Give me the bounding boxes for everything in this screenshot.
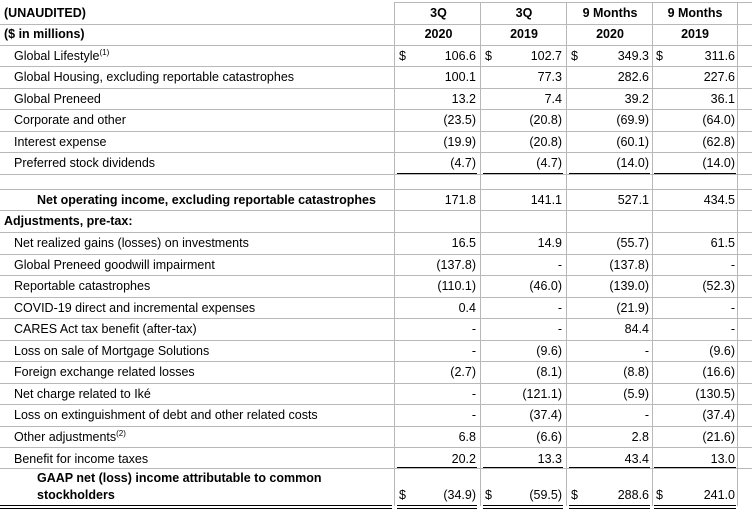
value-cell: 102.7 xyxy=(530,49,562,63)
row-label xyxy=(14,341,209,362)
value-cell: 6.8 xyxy=(458,430,476,444)
grid-line xyxy=(0,66,752,67)
row-label xyxy=(14,405,318,426)
subtotal-underline xyxy=(654,467,736,468)
column-header: 3Q xyxy=(430,6,447,20)
value-cell: - xyxy=(557,322,562,336)
row-label xyxy=(14,132,106,153)
value-cell: - xyxy=(471,408,476,422)
column-header: 2020 xyxy=(424,27,453,41)
value-cell: - xyxy=(730,301,735,315)
value-cell: (69.9) xyxy=(616,113,649,127)
column-header: 2019 xyxy=(681,27,709,41)
value-cell: 13.3 xyxy=(537,452,562,466)
currency-symbol: $ xyxy=(656,49,663,63)
subtotal-underline xyxy=(397,173,477,174)
row-label-text: Net charge related to Iké xyxy=(14,387,151,401)
value-cell: 241.0 xyxy=(703,488,735,502)
value-cell: (21.6) xyxy=(702,430,735,444)
currency-symbol: $ xyxy=(485,488,492,502)
value-cell: (139.0) xyxy=(609,279,649,293)
value-cell: (64.0) xyxy=(702,113,735,127)
row-label-text: Foreign exchange related losses xyxy=(14,365,195,379)
grid-line xyxy=(0,174,752,175)
currency-symbol: $ xyxy=(485,49,492,63)
value-cell: 43.4 xyxy=(624,452,649,466)
subtotal-underline xyxy=(569,467,650,468)
row-label-text: Loss on sale of Mortgage Solutions xyxy=(14,344,210,358)
value-cell: (23.5) xyxy=(443,113,476,127)
row-label xyxy=(14,153,155,174)
value-cell: (59.5) xyxy=(529,488,562,502)
grid-line xyxy=(394,2,752,3)
value-cell: - xyxy=(557,301,562,315)
table-row xyxy=(0,362,752,383)
header-row-2 xyxy=(0,24,752,45)
row-label xyxy=(14,255,215,276)
currency-symbol: $ xyxy=(399,49,406,63)
value-cell: (110.1) xyxy=(437,279,476,293)
table-row xyxy=(0,67,752,88)
value-cell: (46.0) xyxy=(529,279,562,293)
row-label-text: Net realized gains (losses) on investments xyxy=(14,236,249,250)
row-label-text: Loss on extinguishment of debt and other related costs xyxy=(14,408,318,422)
row-label-text: Global Lifestyle xyxy=(14,49,100,63)
value-cell: - xyxy=(644,344,649,358)
row-label-text: Corporate and other xyxy=(14,113,126,127)
value-cell: (137.8) xyxy=(609,258,649,272)
value-cell: - xyxy=(471,344,476,358)
row-label xyxy=(14,449,148,470)
total-double-underline xyxy=(0,505,392,509)
section-heading: Adjustments, pre-tax: xyxy=(4,214,133,228)
value-cell: 282.6 xyxy=(617,70,649,84)
table-row xyxy=(0,255,752,276)
value-cell: 36.1 xyxy=(710,92,735,106)
value-cell: (130.5) xyxy=(695,387,735,401)
table-caption: (UNAUDITED) xyxy=(4,6,86,20)
value-cell: (14.0) xyxy=(702,156,735,170)
row-label-text: CARES Act tax benefit (after-tax) xyxy=(14,322,197,336)
row-label-text: Interest expense xyxy=(14,135,107,149)
subtotal-underline xyxy=(654,173,736,174)
row-label xyxy=(14,427,126,448)
grid-line xyxy=(0,131,752,132)
value-cell: 7.4 xyxy=(544,92,562,106)
value-cell: (9.6) xyxy=(536,344,562,358)
adjustments-header-row xyxy=(0,211,752,232)
grid-line xyxy=(0,152,752,153)
value-cell: 0.4 xyxy=(458,301,476,315)
grid-line xyxy=(0,297,752,298)
net-operating-income-row xyxy=(0,190,752,211)
subtotal-underline xyxy=(569,173,650,174)
value-cell: (60.1) xyxy=(616,135,649,149)
value-cell: 13.0 xyxy=(710,452,735,466)
grid-line xyxy=(394,2,395,506)
table-row xyxy=(0,110,752,131)
value-cell: 171.8 xyxy=(444,193,476,207)
row-label-text: GAAP net (loss) income attributable to common xyxy=(37,471,322,485)
grid-line xyxy=(652,2,653,506)
subtotal-underline xyxy=(483,467,563,468)
grid-line xyxy=(0,232,752,233)
column-header: 9 Months xyxy=(582,6,638,20)
table-row xyxy=(0,46,752,67)
total-double-underline xyxy=(397,505,477,509)
value-cell: 84.4 xyxy=(624,322,649,336)
row-label xyxy=(14,319,197,340)
value-cell: (137.8) xyxy=(436,258,476,272)
value-cell: 77.3 xyxy=(537,70,562,84)
row-label xyxy=(14,362,195,383)
value-cell: 434.5 xyxy=(703,193,735,207)
total-double-underline xyxy=(654,505,736,509)
value-cell: (6.6) xyxy=(536,430,562,444)
value-cell: 2.8 xyxy=(631,430,649,444)
row-label xyxy=(14,298,255,319)
table-row xyxy=(0,153,752,174)
value-cell: (4.7) xyxy=(450,156,476,170)
row-label xyxy=(14,110,126,131)
grid-line xyxy=(0,447,752,448)
grid-line xyxy=(0,340,752,341)
column-header: 9 Months xyxy=(667,6,723,20)
row-label-text: Global Preneed goodwill impairment xyxy=(14,258,215,272)
table-row xyxy=(0,89,752,110)
value-cell: - xyxy=(730,258,735,272)
currency-symbol: $ xyxy=(571,488,578,502)
subtotal-underline xyxy=(397,467,477,468)
value-cell: (4.7) xyxy=(536,156,562,170)
footnote-marker: (1) xyxy=(99,47,110,57)
value-cell: 61.5 xyxy=(710,236,735,250)
value-cell: (19.9) xyxy=(443,135,476,149)
value-cell: (9.6) xyxy=(709,344,735,358)
grid-line xyxy=(0,383,752,384)
row-label xyxy=(14,67,294,88)
value-cell: (55.7) xyxy=(616,236,649,250)
grid-line xyxy=(0,254,752,255)
value-cell: (21.9) xyxy=(616,301,649,315)
value-cell: (20.8) xyxy=(529,135,562,149)
table-row xyxy=(0,427,752,448)
table-row xyxy=(0,276,752,297)
row-label-text: Net operating income, excluding reportable catastrophes xyxy=(37,193,376,207)
table-row xyxy=(0,341,752,362)
value-cell: (14.0) xyxy=(616,156,649,170)
row-label-text: Global Housing, excluding reportable catastrophes xyxy=(14,70,295,84)
grid-line xyxy=(480,2,481,506)
row-label xyxy=(14,89,101,110)
table-row xyxy=(0,384,752,405)
table-row xyxy=(0,405,752,426)
value-cell: (8.8) xyxy=(623,365,649,379)
header-row-1 xyxy=(0,3,752,24)
grid-line xyxy=(0,468,752,469)
row-label-text: Reportable catastrophes xyxy=(14,279,151,293)
grid-line xyxy=(737,2,738,506)
gaap-row-line-2 xyxy=(0,485,752,506)
value-cell: - xyxy=(730,322,735,336)
value-cell: (37.4) xyxy=(529,408,562,422)
table-units: ($ in millions) xyxy=(4,27,85,41)
value-cell: - xyxy=(557,258,562,272)
row-label-text: Benefit for income taxes xyxy=(14,452,149,466)
value-cell: 141.1 xyxy=(530,193,562,207)
grid-line xyxy=(566,2,567,506)
currency-symbol: $ xyxy=(656,488,663,502)
value-cell: (52.3) xyxy=(702,279,735,293)
subtotal-underline xyxy=(483,173,563,174)
value-cell: (37.4) xyxy=(702,408,735,422)
value-cell: 16.5 xyxy=(451,236,476,250)
row-label-text: Other adjustments xyxy=(14,430,117,444)
total-double-underline xyxy=(483,505,563,509)
value-cell: 106.6 xyxy=(444,49,476,63)
total-double-underline xyxy=(569,505,650,509)
value-cell: 349.3 xyxy=(617,49,649,63)
row-label-text: Preferred stock dividends xyxy=(14,156,156,170)
column-header: 3Q xyxy=(515,6,533,20)
value-cell: (121.1) xyxy=(522,387,562,401)
value-cell: 527.1 xyxy=(617,193,649,207)
value-cell: (8.1) xyxy=(536,365,562,379)
row-label-text: stockholders xyxy=(37,488,115,502)
value-cell: - xyxy=(644,408,649,422)
value-cell: (62.8) xyxy=(702,135,735,149)
row-label xyxy=(14,233,249,254)
value-cell: 39.2 xyxy=(624,92,649,106)
value-cell: 227.6 xyxy=(703,70,735,84)
grid-line xyxy=(0,361,752,362)
value-cell: (16.6) xyxy=(702,365,735,379)
column-header: 2020 xyxy=(596,27,624,41)
grid-line xyxy=(0,189,752,190)
value-cell: 14.9 xyxy=(537,236,562,250)
grid-line xyxy=(0,88,752,89)
grid-line xyxy=(0,109,752,110)
grid-line xyxy=(0,318,752,319)
value-cell: - xyxy=(471,387,476,401)
grid-line xyxy=(0,24,752,25)
table-row xyxy=(0,132,752,153)
value-cell: (5.9) xyxy=(623,387,649,401)
column-header: 2019 xyxy=(510,27,538,41)
value-cell: 13.2 xyxy=(451,92,476,106)
footnote-marker: (2) xyxy=(116,428,126,438)
grid-line xyxy=(0,275,752,276)
row-label xyxy=(14,276,150,297)
row-label-text: Global Preneed xyxy=(14,92,101,106)
value-cell: 288.6 xyxy=(617,488,649,502)
value-cell: 20.2 xyxy=(451,452,476,466)
value-cell: (2.7) xyxy=(450,365,476,379)
row-label xyxy=(14,384,151,405)
grid-line xyxy=(0,45,752,46)
value-cell: 311.6 xyxy=(704,49,735,63)
row-label-text: COVID-19 direct and incremental expenses xyxy=(14,301,256,315)
row-label xyxy=(37,190,376,211)
table-row xyxy=(0,233,752,254)
grid-line xyxy=(0,426,752,427)
row-label xyxy=(14,46,109,67)
row-label xyxy=(37,485,115,506)
currency-symbol: $ xyxy=(571,49,578,63)
grid-line xyxy=(0,210,752,211)
value-cell: 100.1 xyxy=(444,70,476,84)
currency-symbol: $ xyxy=(399,488,406,502)
table-row xyxy=(0,298,752,319)
value-cell: (34.9) xyxy=(443,488,476,502)
table-row xyxy=(0,319,752,340)
value-cell: - xyxy=(471,322,476,336)
value-cell: (20.8) xyxy=(529,113,562,127)
grid-line xyxy=(0,404,752,405)
